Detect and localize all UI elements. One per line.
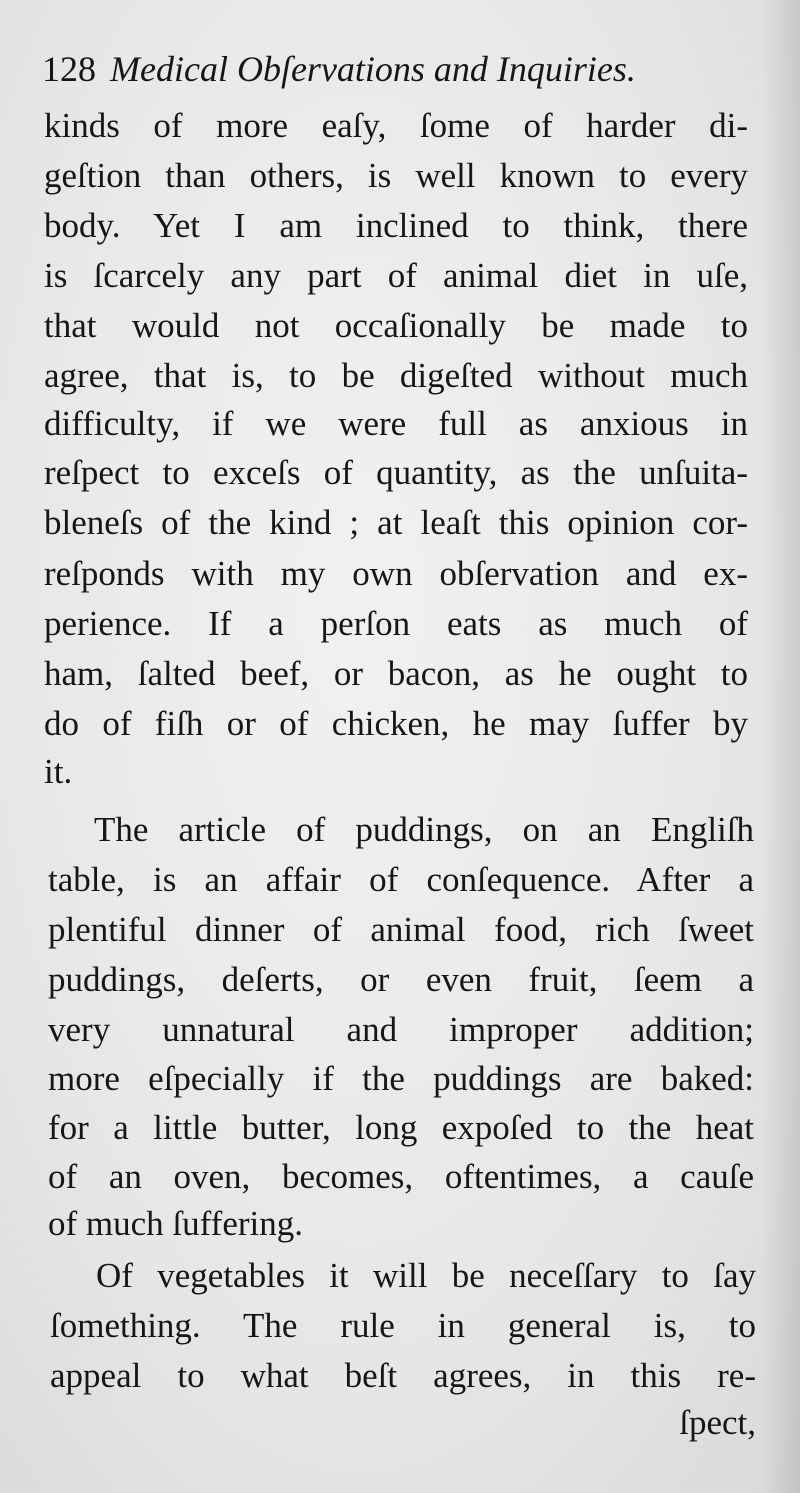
text-line: perience. If a perſon eats as much of <box>44 604 748 643</box>
text-line: body. Yet I am inclined to think, there <box>44 206 748 245</box>
text-line: appeal to what beſt agrees, in this re- <box>50 1356 756 1395</box>
running-title: Medical Obſervations and Inquiries. <box>110 49 636 89</box>
text-line: Of vegetables it will be neceſſary to ſay <box>96 1256 756 1295</box>
text-line: The article of puddings, on an Engliſh <box>94 810 754 849</box>
text-line: puddings, deſerts, or even fruit, ſeem a <box>48 960 754 999</box>
text-line: agree, that is, to be digeſted without much <box>44 356 748 395</box>
text-line: do of fiſh or of chicken, he may ſuffer by <box>44 704 748 743</box>
text-line: plentiful dinner of animal food, rich ſweet <box>48 910 754 949</box>
text-line: geſtion than others, is well known to every <box>44 156 748 195</box>
text-line: reſponds with my own obſervation and ex- <box>44 554 748 593</box>
text-line: difficulty, if we were full as anxious in <box>44 404 748 443</box>
catchword: ſpect, <box>679 1403 756 1442</box>
text-line: is ſcarcely any part of animal diet in uſe, <box>44 256 748 295</box>
text-line: reſpect to exceſs of quantity, as the unſuita- <box>44 453 748 492</box>
text-line: very unnatural and improper addition; <box>48 1010 754 1049</box>
page-number: 128 <box>42 49 96 89</box>
text-line: ham, ſalted beef, or bacon, as he ought to <box>44 654 748 693</box>
text-line: for a little butter, long expoſed to the heat <box>48 1108 754 1147</box>
text-line: of much ſuffering. <box>48 1204 303 1243</box>
text-line: ſomething. The rule in general is, to <box>50 1306 756 1345</box>
running-head <box>42 44 762 94</box>
text-line: bleneſs of the kind ; at leaſt this opinion cor- <box>44 503 748 542</box>
text-line: table, is an affair of conſequence. After a <box>48 860 754 899</box>
text-line: it. <box>44 752 73 791</box>
text-line: more eſpecially if the puddings are baked: <box>48 1059 754 1098</box>
text-line: that would not occaſionally be made to <box>44 306 748 345</box>
text-line: of an oven, becomes, oftentimes, a cauſe <box>48 1157 754 1196</box>
text-line: kinds of more eaſy, ſome of harder di- <box>44 106 748 145</box>
page-edge-shadow <box>762 0 800 1493</box>
